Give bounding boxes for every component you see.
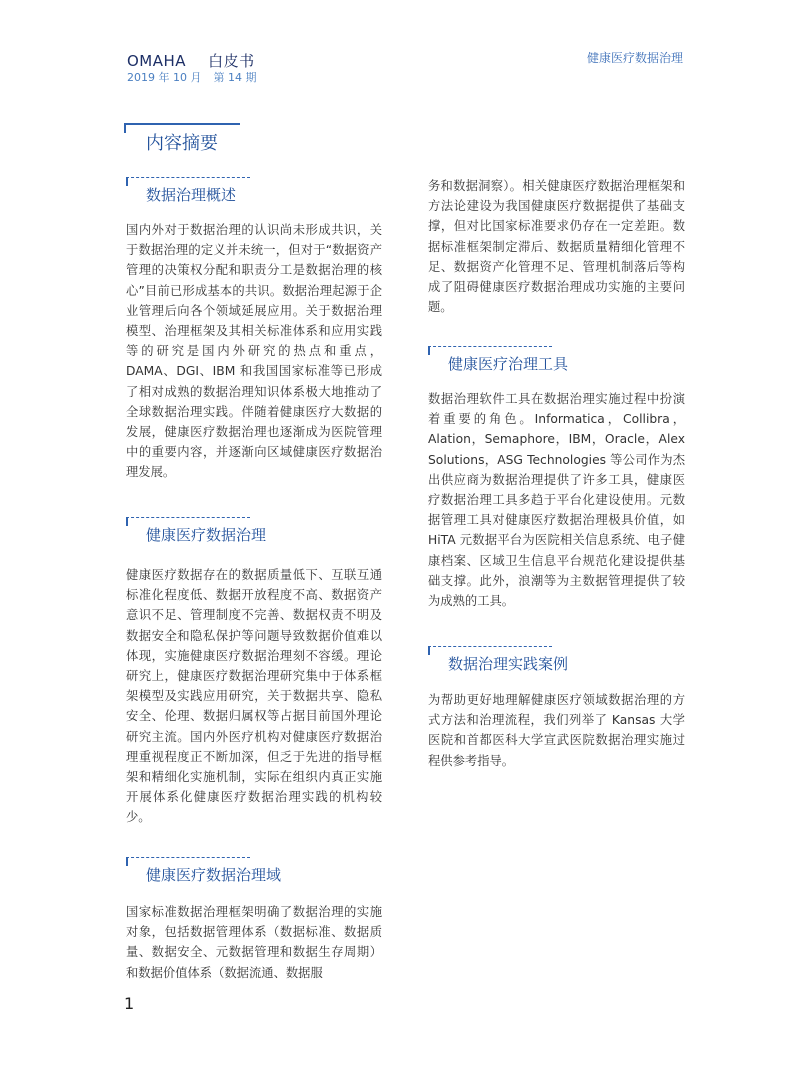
heading-tick (124, 123, 126, 133)
issue-date: 2019 年 10 月 (127, 71, 202, 84)
section-heading-governance-domain (126, 857, 282, 884)
section-text-overview: 国内外对于数据治理的认识尚未形成共识，关于数据治理的定义并未统一，但对于“数据资产管理的决策权分配和职责分工是数据治理的核心”目前已形成基本的共识。数据治理起源于企业管理后向各个领域延展应用。关于数据治理模型、治理框架及其相关标准体系和应用实践等的研究是国内外研究的热点和重点，DAMA、DGI、IBM 和我国国家标准等已形成了相对成熟的数据治理知识体系极大地推动了全球数据治理实践。伴随着健康医疗大数据的发展，健康医疗数据治理也逐渐成为医院管理中的重要内容，并逐渐向区域健康医疗数据治理发展。 (126, 223, 382, 480)
heading-dash (126, 177, 250, 178)
heading-tick (126, 177, 128, 186)
issue-number: 第 14 期 (213, 71, 257, 84)
section-text-governance-domain: 国家标准数据治理框架明确了数据治理的实施对象，包括数据管理体系（数据标准、数据质量、数据安全、元数据管理和数据生存周期）和数据价值体系（数据流通、数据服 (126, 905, 382, 980)
section-title: 数据治理实践案例 (448, 655, 569, 673)
issue-info (127, 69, 256, 85)
section-text-tools: 数据治理软件工具在数据治理实施过程中扮演着重要的角色。Informatica，Collibra，Alation，Semaphore，IBM，Oracle，Alex Solutions，ASG Technologies 等公司作为杰出供应商为数据治理提供了许多工具，健康医疗数据治理工具多趋于平台化建设使用。元数据管理工具对健康医疗数据治理极具价值，如 HiTA 元数据平台为医院相关信息系统、电子健康档案、区域卫生信息平台规范化建设提供基础支撑。此外，浪潮等为主数据管理提供了较为成熟的工具。 (428, 392, 685, 609)
section-text-health-governance: 健康医疗数据存在的数据质量低下、互联互通标准化程度低、数据开放程度不高、数据资产意识不足、管理制度不完善、数据权责不明及数据安全和隐私保护等问题导致数据价值难以体现，实施健康医疗数据治理刻不容缓。理论研究上，健康医疗数据治理研究集中于体系框架模型及实践应用研究，关于数据共享、隐私安全、伦理、数据归属权等占据目前国外理论研究主流。国内外医疗机构对健康医疗数据治理重视程度正不断加深，但乏于先进的指导框架和精细化实施机制，实际在组织内真正实施开展体系化健康医疗数据治理实践的机构较少。 (126, 568, 382, 825)
section-text-governance-domain-continued: 务和数据洞察）。相关健康医疗数据治理框架和方法论建设为我国健康医疗数据提供了基础支撑，但对比国家标准要求仍存在一定差距。数据标准框架制定滞后、数据质量精细化管理不足、数据资产化管理不足、管理机制落后等构成了阻碍健康医疗数据治理成功实施的主要问题。 (428, 179, 685, 315)
heading-dash (126, 857, 250, 858)
heading-tick (428, 646, 430, 655)
brand-name: OMAHA (127, 52, 187, 70)
heading-dash (428, 646, 552, 647)
section-heading-health-governance (126, 517, 267, 544)
heading-dash (126, 517, 250, 518)
section-heading-tools (428, 346, 569, 373)
running-title: 健康医疗数据治理 (586, 51, 683, 65)
main-heading (124, 123, 242, 153)
heading-tick (126, 517, 128, 526)
brand-title (127, 50, 255, 71)
heading-dash (428, 346, 552, 347)
section-title: 数据治理概述 (146, 186, 237, 204)
doc-type: 白皮书 (208, 52, 255, 70)
section-title: 健康医疗数据治理 (146, 526, 267, 544)
heading-tick (428, 346, 430, 355)
section-heading-cases (428, 646, 569, 673)
page-number: 1 (124, 994, 135, 1013)
section-heading-overview (126, 177, 256, 203)
section-title: 健康医疗治理工具 (448, 355, 569, 373)
section-title: 健康医疗数据治理域 (146, 866, 282, 884)
section-text-cases: 为帮助更好地理解健康医疗领域数据治理的方式方法和治理流程，我们列举了 Kansas 大学医院和首都医科大学宣武医院数据治理实施过程供参考指导。 (428, 693, 685, 768)
main-heading-text: 内容摘要 (146, 133, 218, 154)
heading-tick (126, 857, 128, 866)
heading-bar (124, 123, 240, 125)
